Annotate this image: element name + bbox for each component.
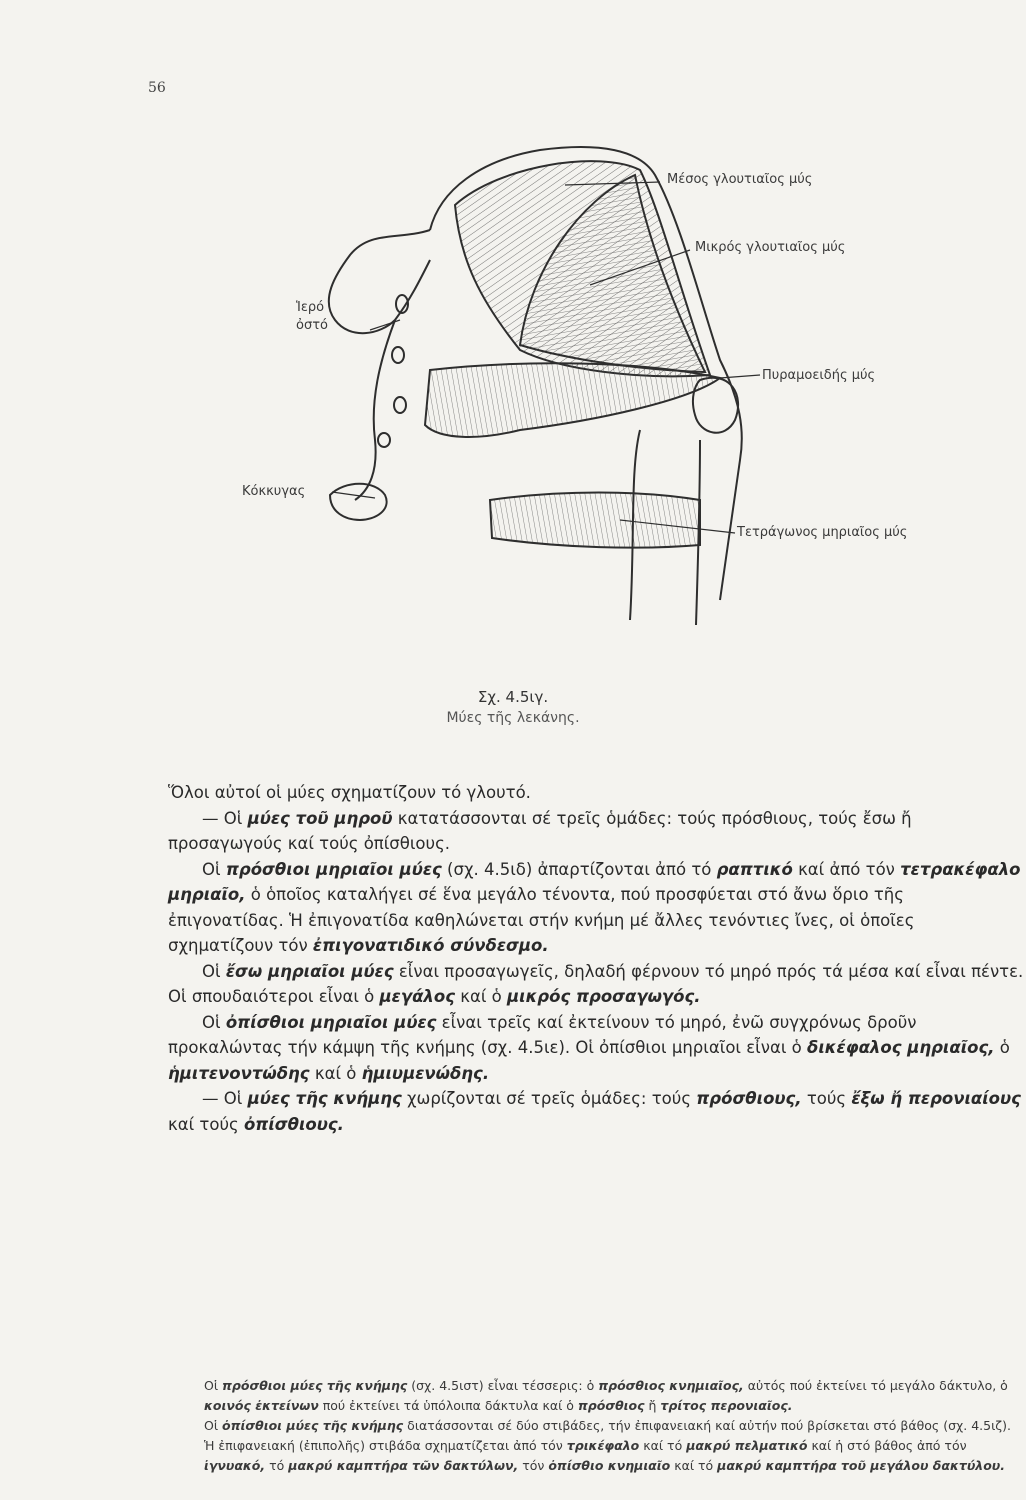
text: καί ὁ	[309, 1063, 362, 1083]
text: καί τό	[670, 1458, 718, 1473]
term: κοινός ἐκτείνων	[204, 1398, 319, 1413]
coccyx-shape	[330, 484, 387, 520]
text: (σχ. 4.5ιστ) εἶναι τέσσερις: ὁ	[407, 1378, 599, 1393]
text: εἶναι τρεῖς καί ἐκτείνουν τό μηρό, ἐνῶ συγχρόνως δροῦν προκαλώντας τήν κάμψη τῆς κνήμης (σχ. 4.5ιε). Οἱ ὀπίσθιοι μηριαῖοι εἶναι ὁ	[168, 1012, 917, 1057]
term: μεγάλος	[379, 987, 455, 1006]
label-gluteus-medius: Μέσος γλουτιαῖος μύς	[667, 172, 813, 187]
term: πρόσθιους,	[696, 1089, 802, 1108]
label-coccyx: Κόκκυγας	[242, 484, 306, 499]
text: τόν	[518, 1458, 549, 1473]
term: μακρύ καμπτήρα τῶν δακτύλων,	[288, 1458, 519, 1473]
term: τρίτος περονιαῖος.	[660, 1398, 793, 1413]
term: ὀπίσθιους.	[243, 1114, 344, 1134]
paragraph-6	[168, 1086, 1024, 1137]
text: τούς	[801, 1089, 852, 1108]
text: — Οἱ	[202, 1089, 248, 1108]
term: πρόσθιος	[577, 1398, 645, 1413]
text: καί ὁ	[454, 987, 507, 1006]
paragraph-1: Ὅλοι αὐτοί οἱ μύες σχηματίζουν τό γλουτό.	[168, 783, 531, 802]
text: — Οἱ	[202, 808, 248, 828]
label-sacrum: Ἱερό	[296, 300, 325, 315]
term: ἔξω ἤ περονιαίους	[851, 1089, 1021, 1108]
term: πρόσθιοι μύες τῆς κνήμης	[222, 1378, 408, 1393]
label-quadratus-femoris: Τετράγωνος μηριαῖος μύς	[737, 525, 908, 540]
body-text	[168, 780, 1024, 1137]
text: καί ἡ στό βάθος ἀπό τόν	[807, 1438, 967, 1453]
term: ἡμιυμενώδης.	[361, 1063, 490, 1083]
text: κατατάσσονται σέ τρεῖς ὁμάδες: τούς πρόσθιους, τούς ἔσω ἤ προσαγωγούς καί τούς ὀπίσθιους.	[168, 808, 912, 853]
term: δικέφαλος μηριαῖος,	[807, 1038, 995, 1057]
text: τό	[265, 1458, 289, 1473]
text: εἶναι προσαγωγεῖς, δηλαδή φέρνουν τό μηρό πρός τά μέσα καί εἶναι πέντε. Οἱ σπουδαιότεροι εἶναι ὁ	[168, 961, 1024, 1006]
term: τετρακέφαλο μηριαῖο,	[168, 859, 1021, 904]
term: πρόσθιοι μηριαῖοι μύες	[225, 859, 442, 879]
term: τρικέφαλο	[566, 1438, 640, 1453]
term: μύες τοῦ μηροῦ	[247, 808, 393, 828]
piriformis-shape	[425, 363, 720, 437]
term: πρόσθιος κνημιαῖος,	[598, 1378, 744, 1393]
text: διατάσσονται σέ δύο στιβάδες, τήν ἐπιφανειακή καί αὐτήν πού βρίσκεται στό βάθος (σχ. 4.5ιζ). Ἡ ἐπιφανειακή (ἐπιπολῆς) στιβάδα σχηματίζεται ἀπό τόν	[204, 1418, 1011, 1453]
term: μακρύ πελματικό	[686, 1438, 808, 1453]
text: Οἱ	[202, 961, 226, 981]
footnote	[204, 1376, 1024, 1476]
text: καί ἀπό τόν	[792, 859, 901, 879]
text: (σχ. 4.5ιδ) ἀπαρτίζονται ἀπό τό	[441, 859, 717, 879]
term: ἡμιτενοντώδης	[168, 1063, 310, 1083]
paragraph-4	[168, 959, 1024, 1010]
term: ὀπίσθιοι μηριαῖοι μύες	[225, 1012, 437, 1032]
text: Οἱ	[204, 1418, 223, 1433]
quadratus-shape	[490, 493, 700, 548]
text: ὁ ὁποῖος καταλήγει σέ ἕνα μεγάλο τένοντα, πού προσφύεται στό ἄνω ὅριο τῆς ἐπιγονατίδας. Ἡ ἐπιγονατίδα καθηλώνεται στήν κνήμη μέ ἄλλες τενόντιες ἴνες, οἱ ὁποῖες σχηματίζουν τόν	[168, 885, 915, 955]
term: μύες τῆς κνήμης	[247, 1089, 402, 1108]
text: Οἱ	[204, 1378, 223, 1393]
term: ὀπίσθιοι μύες τῆς κνήμης	[222, 1418, 404, 1433]
term: ἰγνυακό,	[204, 1458, 266, 1473]
text: καί τούς	[168, 1114, 244, 1134]
text: Οἱ	[202, 1012, 226, 1032]
footnote-1	[204, 1376, 1024, 1416]
figure-caption-number: Σχ. 4.5ιγ.	[477, 688, 549, 706]
term: μακρύ καμπτήρα τοῦ μεγάλου δακτύλου.	[717, 1458, 1005, 1473]
term: ἐπιγονατιδικό σύνδεσμο.	[312, 936, 549, 955]
term: μικρός προσαγωγός.	[507, 987, 701, 1006]
term: ραπτικό	[716, 859, 793, 879]
term: ἔσω μηριαῖοι μύες	[225, 961, 394, 981]
text: ὁ	[994, 1038, 1010, 1057]
page-number: 56	[148, 80, 166, 96]
footnote-2	[204, 1416, 1024, 1476]
text: ἤ	[644, 1398, 661, 1413]
label-sacrum-2: ὀστό	[296, 318, 328, 333]
text: καί τό	[639, 1438, 687, 1453]
sacrum-outline	[329, 230, 430, 333]
pelvis-muscles-figure	[0, 0, 1026, 680]
text: χωρίζονται σέ τρεῖς ὁμάδες: τούς	[401, 1089, 697, 1108]
text: πού ἐκτείνει τά ὑπόλοιπα δάκτυλα καί ὁ	[318, 1398, 578, 1413]
paragraph-2	[168, 806, 1024, 857]
label-piriformis: Πυραμοειδής μύς	[762, 368, 876, 383]
figure-caption-title: Μύες τῆς λεκάνης.	[446, 710, 580, 726]
label-gluteus-minimus: Μικρός γλουτιαῖος μύς	[695, 240, 846, 255]
text: αὐτός πού ἐκτείνει τό μεγάλο δάκτυλο, ὁ	[743, 1378, 1008, 1393]
term: ὀπίσθιο κνημιαῖο	[548, 1458, 671, 1473]
paragraph-5	[168, 1010, 1024, 1087]
text: Οἱ	[202, 859, 226, 879]
paragraph-3	[168, 857, 1024, 959]
